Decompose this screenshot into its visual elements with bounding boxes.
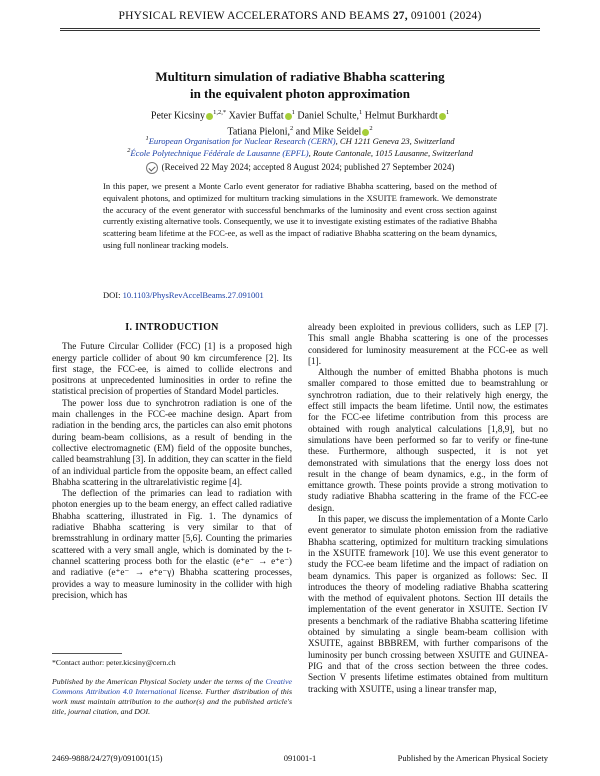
author-list: Peter Kicsiny $^{1,2,*}$ Xavier Buffat $^1$ Daniel Schulte,$^1$ Helmut Burkhardt $^1$ Tatiana Pieloni,$^2$ and Mike Seidel $^2$ (150, 109, 450, 138)
journal-name: PHYSICAL REVIEW ACCELERATORS AND BEAMS (118, 10, 390, 22)
paragraph: In this paper, we discuss the implementation of a Monte Carlo event generator to simulate photon emission from the radiative Bhabha scattering, optimized for multiturn tracking simulations in the XSUITE framework [10]. We use this event generator to study the FCC-ee beam lifetime and the impact of radiation on beam dynamics. This paper is organized as follows: Sec. II introduces the theory of modeling radiative Bhabha scattering with the method of equivalent photons. Section III details the implementation of the event generator in XSUITE. Section IV presents a benchmark of the radiative Bhabha scattering lifetime obtained by simulating a single beam-beam collision with XSUITE, against BBBREM, with further comparisons of the luminosity per bunch crossing between XSUITE and GUINEA-PIG and that of the cross section between the three codes. Section V presents lifetime estimates obtained from multiturn tracking with XSUITE, using a linear transfer map, (308, 514, 548, 694)
footer-issn: 2469-9888/24/27(9)/091001(15) (52, 753, 163, 763)
affiliation-2-link[interactable]: École Polytechnique Fédérale de Lausanne (EPFL) (130, 147, 309, 158)
paragraph: The Future Circular Collider (FCC) [1] is a proposed high energy particle collider of about 90 km circumference [2]. Its first stage, the FCC-ee, is aimed to collide electrons and positrons at unprecedented luminosities in order to refine the statistical precision of properties of Standard Model particles. (52, 341, 292, 397)
paragraph: already been exploited in previous colliders, such as LEP [7]. This small angle Bhabha scattering is one of the processes considered for luminosity measurement at the FCC-ee as well [1]. (308, 322, 548, 366)
author-3[interactable]: Daniel Schulte, (297, 110, 360, 122)
doi-link[interactable]: 10.1103/PhysRevAccelBeams.27.091001 (122, 290, 264, 300)
doi-line: DOI: 10.1103/PhysRevAccelBeams.27.091001 (103, 290, 264, 300)
right-column (308, 322, 548, 695)
header-rule-bottom (60, 30, 540, 31)
orcid-icon[interactable] (285, 113, 292, 120)
author-2[interactable]: Xavier Buffat (228, 110, 284, 122)
affiliation-1: $^1$European Organisation for Nuclear Research (CERN), CH 1211 Geneva 23, Switzerland (145, 135, 455, 146)
paragraph: The deflection of the primaries can lead to radiation with photon energies up to the beam energy, an effect called radiative Bhabha scattering, illustrated in Fig. 1. The dynamics of radiative Bhabha scattering is very similar to that of bremsstrahlung in ordinary matter [5,6]. Counting the primaries scattered with a very small angle, which is dominated by the t-channel scattering process both for the elastic (e⁺e⁻ → e⁺e⁻) and radiative (e⁺e⁻ → e⁺e⁻γ) Bhabha scattering processes, provides a way to measure luminosity in the collider with high precision, which has (52, 488, 292, 600)
orcid-icon[interactable] (206, 113, 213, 120)
paper-title: Multiturn simulation of radiative Bhabha scattering in the equivalent photon approximation (155, 69, 445, 101)
footnote-rule (52, 653, 122, 654)
author-4[interactable]: Helmut Burkhardt (364, 110, 438, 122)
footnote-contact: *Contact author: peter.kicsiny@cern.ch (52, 658, 176, 667)
author-6[interactable]: and Mike Seidel (295, 126, 362, 138)
license-link[interactable]: Creative Commons Attribution 4.0 International (52, 677, 292, 696)
check-for-updates-icon[interactable] (146, 162, 158, 174)
journal-header (0, 10, 600, 22)
left-column (52, 322, 292, 601)
footer-page: 091001-1 (283, 753, 317, 763)
license-notice: Published by the American Physical Society under the terms of the Creative Commons Attribution 4.0 International license. Further distribution of this work must maintain attribution to the author(s) and the published article's title, journal citation, and DOI. (52, 677, 292, 716)
header-rule-top (60, 28, 540, 29)
paragraph: Although the number of emitted Bhabha photons is much smaller compared to those emitted due to beamstrahlung or synchrotron radiation, due to their relatively high energy, the effect still impacts the beam lifetime. Until now, the estimates for the FCC-ee lifetime contribution from this process are obtained with rough analytical calculations [1,8,9], but no simulations have been performed so far to verify or fine-tune these. Furthermore, although suspected, it is not yet demonstrated with simulations that the energy loss does not result in the change of beam dynamics, e.g., in the form of emittance growth. These points provide a strong motivation to study radiative Bhabha scattering in the frame of the FCC-ee design. (308, 367, 548, 513)
section-heading: I. INTRODUCTION (125, 322, 219, 333)
footer-publisher: Published by the American Physical Society (397, 753, 548, 763)
author-5[interactable]: Tatiana Pieloni, (227, 126, 291, 138)
paragraph: The power loss due to synchrotron radiation is one of the main challenges in the FCC-ee machine design. Apart from radiation in the bending arcs, the particles can also emit photons during beam-beam collisions, as a result of bending in the collective electromagnetic (EM) field of the opposite bunches, called beamstrahlung [3]. In addition, they can scatter in the field of an individual particle from the opposite beam, an effect called Bhabha scattering in the ultrarelativistic regime [4]. (52, 397, 292, 487)
affiliation-1-link[interactable]: European Organisation for Nuclear Research (CERN) (148, 135, 336, 146)
journal-article: 091001 (2024) (410, 10, 482, 22)
orcid-icon[interactable] (439, 113, 446, 120)
affiliation-2: $^2$École Polytechnique Fédérale de Lausanne (EPFL), Route Cantonale, 1015 Lausanne, Switzerland (127, 147, 473, 158)
journal-volume: 27, (392, 10, 408, 22)
abstract: In this paper, we present a Monte Carlo event generator for radiative Bhabha scattering, based on the method of equivalent photons, and optimized for multiturn tracking simulations in the XSUITE framework. We demonstrate the accuracy of the event generator with successful benchmarks of the luminosity and event cross section against currently existing alternative tools. Consequently, we use it to investigate existing estimates of the radiative Bhabha scattering beam lifetime at the FCC-ee, as well as the impact of radiative Bhabha scattering on the beam dynamics, using full nonlinear tracking models. (103, 181, 497, 250)
author-1[interactable]: Peter Kicsiny (150, 110, 206, 122)
received-dates: (Received 22 May 2024; accepted 8 August 2024; published 27 September 2024) (60, 162, 540, 174)
